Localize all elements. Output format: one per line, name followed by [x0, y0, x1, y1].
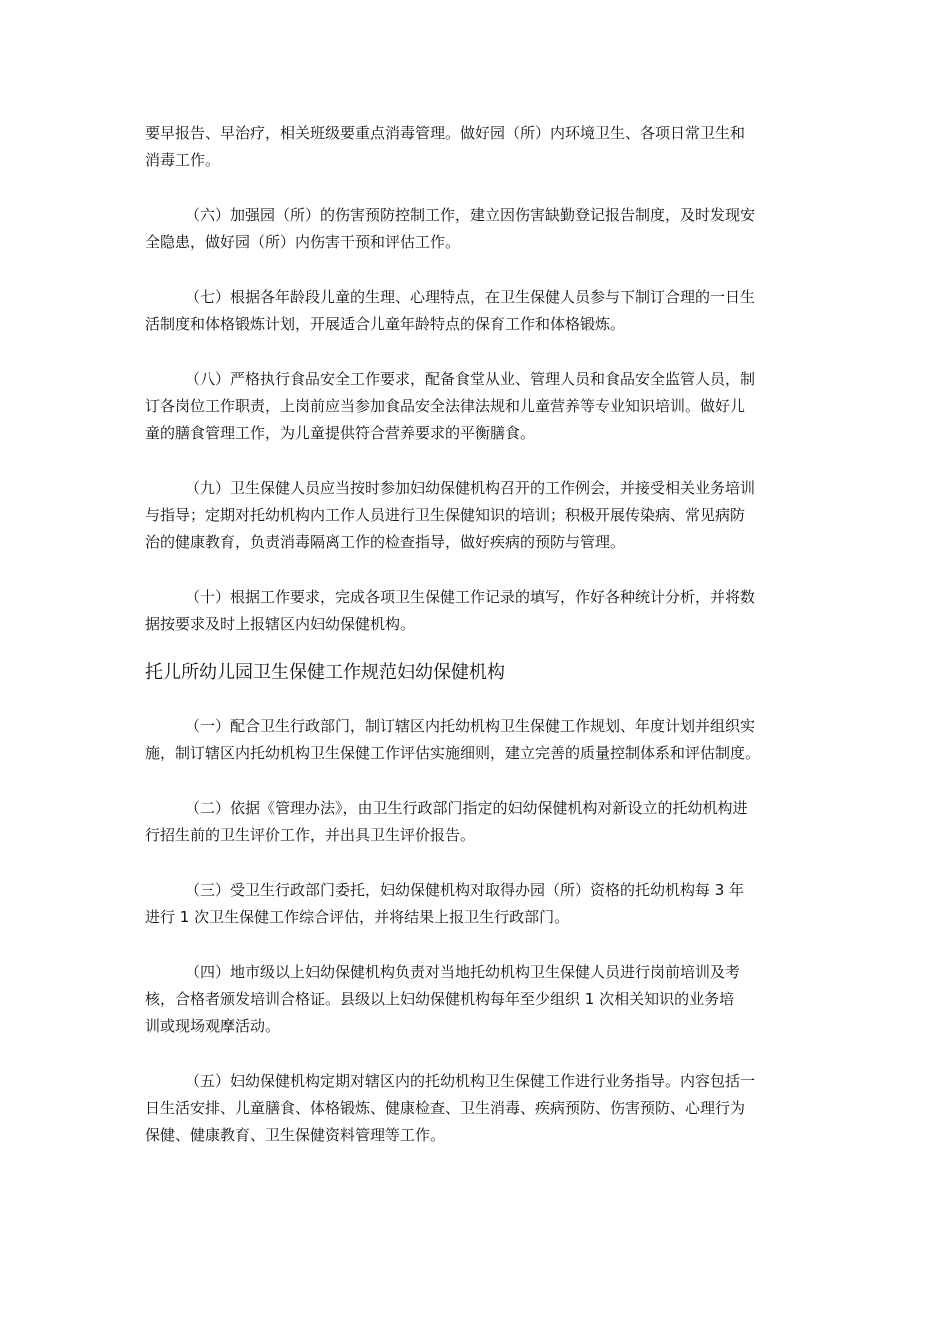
- paragraph-line: 童的膳食管理工作，为儿童提供符合营养要求的平衡膳食。: [145, 424, 536, 442]
- section-heading: 托儿所幼儿园卫生保健工作规范妇幼保健机构: [145, 662, 505, 683]
- paragraph-line: （八）严格执行食品安全工作要求，配备食堂从业、管理人员和食品安全监管人员，制: [185, 370, 756, 388]
- paragraph-item-9: [145, 475, 810, 556]
- paragraph-item-7: [145, 284, 810, 338]
- paragraph-item-6: [145, 202, 810, 256]
- paragraph-line: 训或现场观摩活动。: [145, 1017, 281, 1035]
- paragraph-item-10: [145, 584, 810, 638]
- paragraph-section-item-3: [145, 877, 810, 931]
- paragraph-line: 订各岗位工作职责，上岗前应当参加食品安全法律法规和儿童营养等专业知识培训。做好儿: [145, 397, 746, 415]
- paragraph-line: （七）根据各年龄段儿童的生理、心理特点，在卫生保健人员参与下制订合理的一日生: [185, 288, 756, 306]
- paragraph-line: （二）依据《管理办法》，由卫生行政部门指定的妇幼保健机构对新设立的托幼机构进: [185, 799, 748, 817]
- paragraph-line: （五）妇幼保健机构定期对辖区内的托幼机构卫生保健工作进行业务指导。内容包括一: [185, 1072, 756, 1090]
- paragraph-line: （三）受卫生行政部门委托，妇幼保健机构对取得办园（所）资格的托幼机构每 3 年: [185, 881, 745, 899]
- paragraph-line: 日生活安排、儿童膳食、体格锻炼、健康检查、卫生消毒、疾病预防、伤害预防、心理行为: [145, 1099, 746, 1117]
- paragraph-line: 要早报告、早治疗，相关班级要重点消毒管理。做好园（所）内环境卫生、各项日常卫生和: [145, 124, 746, 142]
- paragraph-line: （一）配合卫生行政部门，制订辖区内托幼机构卫生保健工作规划、年度计划并组织实: [185, 717, 756, 735]
- paragraph-item-8: [145, 366, 810, 447]
- paragraph-line: 与指导；定期对托幼机构内工作人员进行卫生保健知识的培训；积极开展传染病、常见病防: [145, 506, 746, 524]
- paragraph-line: 活制度和体格锻炼计划，开展适合儿童年龄特点的保育工作和体格锻炼。: [145, 315, 626, 333]
- paragraph-line: 据按要求及时上报辖区内妇幼保健机构。: [145, 615, 416, 633]
- paragraph-line: 保健、健康教育、卫生保健资料管理等工作。: [145, 1126, 446, 1144]
- paragraph-line: 行招生前的卫生评价工作，并出具卫生评价报告。: [145, 826, 476, 844]
- paragraph-section-item-4: [145, 959, 810, 1040]
- paragraph-line: （四）地市级以上妇幼保健机构负责对当地托幼机构卫生保健人员进行岗前培训及考: [185, 963, 741, 981]
- paragraph-continuation: [145, 120, 810, 174]
- paragraph-line: 进行 1 次卫生保健工作综合评估，并将结果上报卫生行政部门。: [145, 908, 570, 926]
- paragraph-line: 消毒工作。: [145, 151, 221, 169]
- paragraph-line: 核，合格者颁发培训合格证。县级以上妇幼保健机构每年至少组织 1 次相关知识的业务培: [145, 990, 735, 1008]
- paragraph-section-item-1: [145, 713, 810, 767]
- paragraph-line: 治的健康教育，负责消毒隔离工作的检查指导，做好疾病的预防与管理。: [145, 533, 626, 551]
- paragraph-line: （六）加强园（所）的伤害预防控制工作，建立因伤害缺勤登记报告制度，及时发现安: [185, 206, 756, 224]
- paragraph-line: 全隐患，做好园（所）内伤害干预和评估工作。: [145, 233, 461, 251]
- paragraph-section-item-2: [145, 795, 810, 849]
- paragraph-line: 施，制订辖区内托幼机构卫生保健工作评估实施细则，建立完善的质量控制体系和评估制度。: [145, 744, 761, 762]
- paragraph-line: （九）卫生保健人员应当按时参加妇幼保健机构召开的工作例会，并接受相关业务培训: [185, 479, 756, 497]
- paragraph-line: （十）根据工作要求，完成各项卫生保健工作记录的填写，作好各种统计分析，并将数: [185, 588, 756, 606]
- paragraph-section-item-5: [145, 1068, 810, 1149]
